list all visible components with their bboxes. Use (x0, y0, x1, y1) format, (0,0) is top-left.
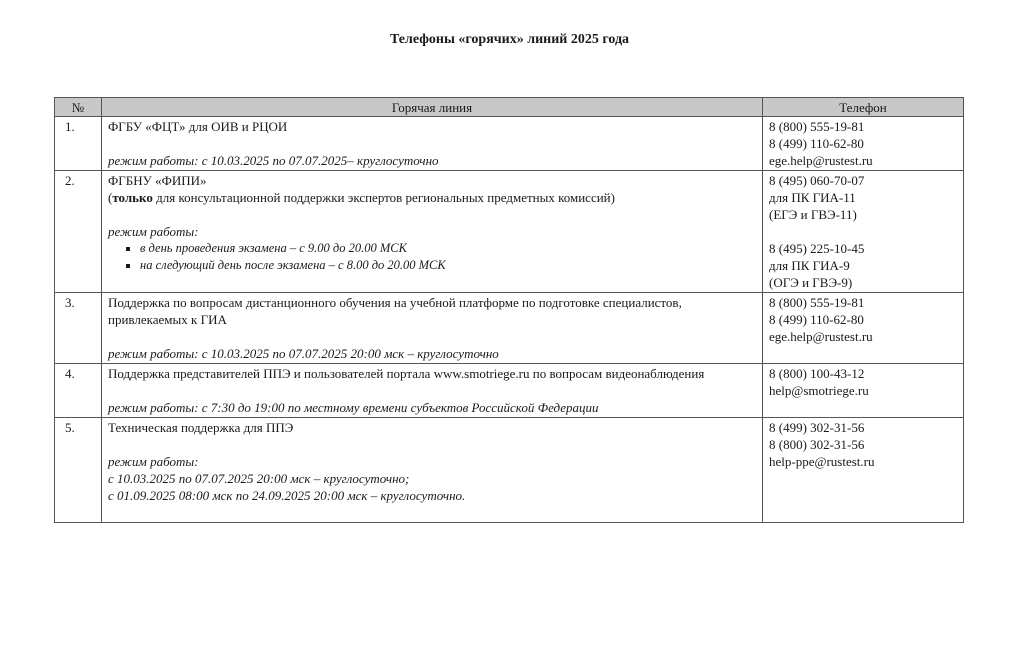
email-link[interactable]: ege.help@rustest.ru (769, 153, 873, 168)
table-row (55, 171, 964, 293)
phone-line: 8 (800) 555-19-81 (769, 119, 865, 134)
work-mode: режим работы: с 10.03.2025 по 07.07.2025– круглосуточно (108, 153, 439, 168)
phone-line: 8 (499) 110-62-80 (769, 312, 864, 327)
work-mode: режим работы: с 7:30 до 19:00 по местному времени субъектов Российской Федерации (108, 400, 599, 415)
header-number: № (55, 98, 102, 117)
note-bold: только (112, 190, 153, 205)
phone-note: (ЕГЭ и ГВЭ-11) (769, 207, 857, 222)
hotline-cell (102, 171, 763, 293)
phone-note: для ПК ГИА-9 (769, 258, 850, 273)
hotline-name: ФГБНУ «ФИПИ» (108, 173, 207, 188)
phone-line: 8 (800) 555-19-81 (769, 295, 865, 310)
page-title: Телефоны «горячих» линий 2025 года (389, 32, 630, 47)
hotline-cell (102, 117, 763, 171)
hotline-name: Поддержка представителей ППЭ и пользователей портала www.smotriege.ru по вопросам видеонаблюдения (108, 366, 705, 381)
phone-cell (763, 364, 964, 418)
email-link[interactable]: help@smotriege.ru (769, 383, 869, 398)
hotlines-table (54, 97, 964, 523)
table-row (55, 418, 964, 523)
row-number: 2. (55, 171, 102, 293)
table-header-row (55, 98, 964, 117)
table-row (55, 117, 964, 171)
work-mode-line: с 10.03.2025 по 07.07.2025 20:00 мск – круглосуточно; (108, 471, 410, 486)
hotline-note: (только для консультационной поддержки экспертов региональных предметных комиссий) (108, 190, 615, 205)
row-number: 4. (55, 364, 102, 418)
hotline-cell (102, 293, 763, 364)
table-row (55, 364, 964, 418)
phone-note: (ОГЭ и ГВЭ-9) (769, 275, 853, 290)
phone-line: 8 (800) 100-43-12 (769, 366, 865, 381)
phone-line: 8 (499) 110-62-80 (769, 136, 864, 151)
header-hotline: Горячая линия (102, 98, 763, 117)
email-link[interactable]: help-ppe@rustest.ru (769, 454, 875, 469)
work-mode-label: режим работы: (108, 454, 199, 469)
row-number: 5. (55, 418, 102, 523)
hotline-name: Техническая поддержка для ППЭ (108, 420, 294, 435)
work-mode: режим работы: с 10.03.2025 по 07.07.2025 20:00 мск – круглосуточно (108, 346, 499, 361)
hotline-name: ФГБУ «ФЦТ» для ОИВ и РЦОИ (108, 119, 288, 134)
hotline-cell (102, 364, 763, 418)
table-row (55, 293, 964, 364)
list-item: ▪ в день проведения экзамена – с 9.00 до 20.00 МСК (140, 240, 756, 257)
hotline-name: Поддержка по вопросам дистанционного обучения на учебной платформе по подготовке специалистов, привлекаемых к ГИА (108, 295, 682, 327)
list-item: ▪ на следующий день после экзамена – с 8.00 до 20.00 МСК (140, 257, 756, 274)
phone-cell (763, 171, 964, 293)
phone-note: для ПК ГИА-11 (769, 190, 856, 205)
phone-cell (763, 293, 964, 364)
row-number: 3. (55, 293, 102, 364)
phone-line: 8 (495) 225-10-45 (769, 241, 865, 256)
phone-cell (763, 418, 964, 523)
email-link[interactable]: ege.help@rustest.ru (769, 329, 873, 344)
work-mode-label: режим работы: (108, 224, 199, 239)
phone-line: 8 (495) 060-70-07 (769, 173, 865, 188)
phone-line: 8 (499) 302-31-56 (769, 420, 865, 435)
hotline-cell (102, 418, 763, 523)
phone-cell (763, 117, 964, 171)
header-phone: Телефон (763, 98, 964, 117)
note-text: для консультационной поддержки экспертов региональных предметных комиссий) (152, 190, 615, 205)
work-mode-line: с 01.09.2025 08:00 мск по 24.09.2025 20:00 мск – круглосуточно. (108, 488, 466, 503)
phone-line: 8 (800) 302-31-56 (769, 437, 865, 452)
schedule-list (108, 240, 756, 274)
row-number: 1. (55, 117, 102, 171)
